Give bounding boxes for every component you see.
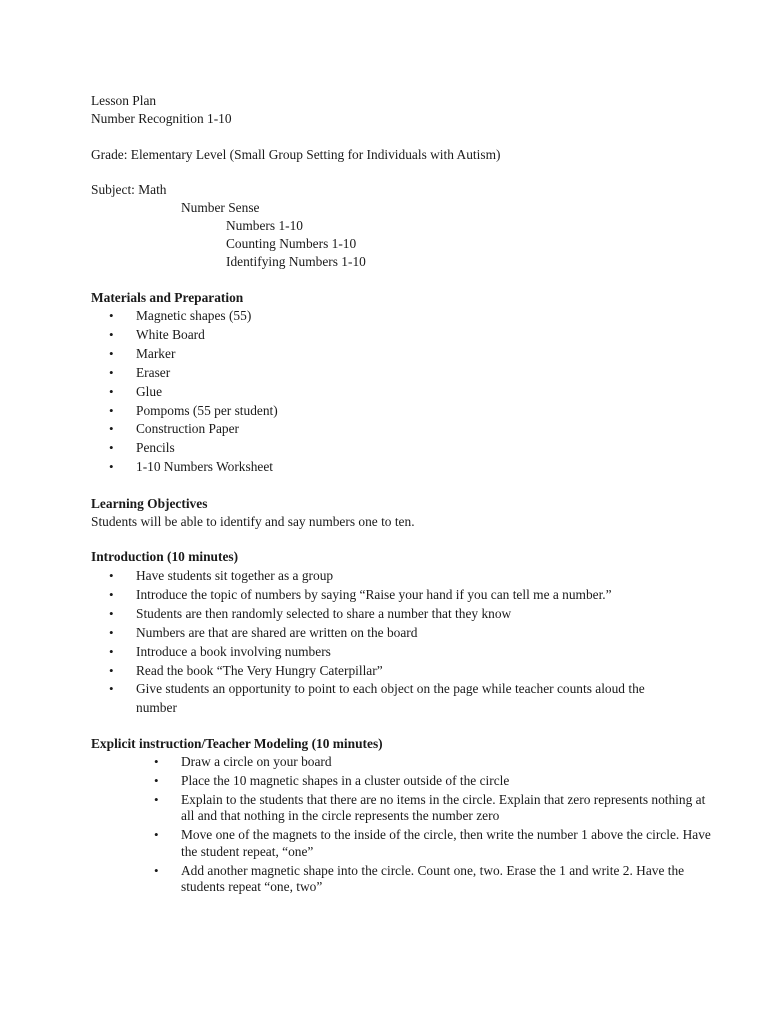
- doc-subtitle: Number Recognition 1-10: [91, 111, 232, 126]
- list-item: • Pencils: [136, 439, 278, 458]
- list-item: • Have students sit together as a group: [136, 567, 676, 586]
- list-item: • Glue: [136, 383, 278, 402]
- introduction-list: [136, 567, 676, 718]
- list-item: • Pompoms (55 per student): [136, 402, 278, 421]
- subtopic-item: Numbers 1-10: [226, 218, 303, 233]
- subtopic-item: Counting Numbers 1-10: [226, 236, 357, 251]
- list-item: • Introduce the topic of numbers by saying “Raise your hand if you can tell me a number.”: [136, 586, 676, 605]
- list-item: • Read the book “The Very Hungry Caterpillar”: [136, 662, 676, 681]
- subject-line: Subject: Math: [91, 182, 167, 197]
- list-item: • Draw a circle on your board: [181, 754, 721, 771]
- list-item: • Students are then randomly selected to share a number that they know: [136, 605, 676, 624]
- doc-title: Lesson Plan: [91, 93, 157, 108]
- modeling-heading: Explicit instruction/Teacher Modeling (10 minutes): [91, 736, 383, 751]
- list-item: • Numbers are that are shared are written on the board: [136, 624, 676, 643]
- list-item: • 1-10 Numbers Worksheet: [136, 458, 278, 477]
- list-item: • Construction Paper: [136, 420, 278, 439]
- list-item: • Explain to the students that there are no items in the circle. Explain that zero represents nothing at all and that nothing in the circle represents the number zero: [181, 792, 721, 825]
- materials-list: [136, 307, 278, 477]
- list-item: • Place the 10 magnetic shapes in a cluster outside of the circle: [181, 773, 721, 790]
- list-item: • Give students an opportunity to point to each object on the page while teacher counts aloud the number: [136, 680, 676, 718]
- list-item: • Move one of the magnets to the inside of the circle, then write the number 1 above the circle. Have the student repeat, “one”: [181, 827, 721, 860]
- objectives-text: Students will be able to identify and say numbers one to ten.: [91, 514, 415, 529]
- materials-heading: Materials and Preparation: [91, 290, 244, 305]
- objectives-heading: Learning Objectives: [91, 496, 208, 511]
- list-item: • Marker: [136, 345, 278, 364]
- list-item: • Introduce a book involving numbers: [136, 643, 676, 662]
- introduction-heading: Introduction (10 minutes): [91, 549, 239, 564]
- list-item: • White Board: [136, 326, 278, 345]
- subtopic-item: Identifying Numbers 1-10: [226, 254, 366, 269]
- modeling-list: [181, 754, 721, 898]
- list-item: • Add another magnetic shape into the circle. Count one, two. Erase the 1 and write 2. Have the students repeat “one, two”: [181, 863, 721, 896]
- list-item: • Eraser: [136, 364, 278, 383]
- subject-topic: Number Sense: [181, 200, 260, 215]
- grade-line: Grade: Elementary Level (Small Group Setting for Individuals with Autism): [91, 147, 501, 162]
- list-item: • Magnetic shapes (55): [136, 307, 278, 326]
